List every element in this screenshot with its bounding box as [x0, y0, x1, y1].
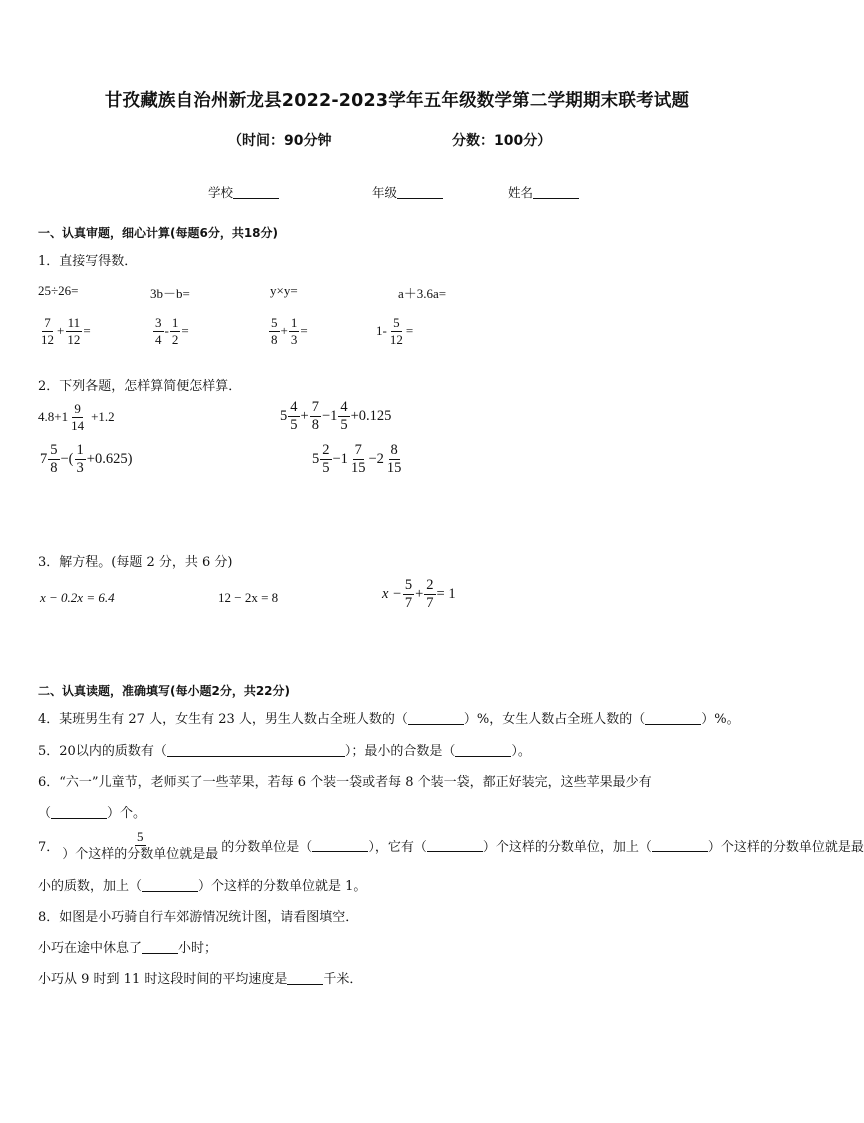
answer-blank[interactable]	[645, 712, 701, 725]
q3-eq-3: x − $\frac{5}{7}$ + $\frac{2}{7}$ = 1	[382, 577, 456, 612]
fraction: $\frac{5}{8}$	[50, 442, 58, 477]
answer-blank[interactable]	[287, 972, 323, 985]
section2-heading: 二、认真读题，准确填写(每小题2分，共22分)	[38, 684, 291, 698]
q2-label: 2．下列各题，怎样算简便怎样算．	[38, 379, 242, 394]
fraction: $\frac{5}{7}$	[404, 577, 413, 612]
answer-blank[interactable]	[408, 712, 464, 725]
school-field	[208, 183, 279, 201]
grade-label: 年级	[372, 185, 398, 200]
fraction: $\frac{7}{15}$	[350, 442, 366, 477]
q1-item-6: $\frac{3}{4}$ - $\frac{1}{2}$ =	[155, 315, 189, 347]
name-label: 姓名	[508, 185, 534, 200]
answer-blank[interactable]	[312, 839, 368, 852]
fraction: $\frac{7}{8}$	[311, 399, 319, 434]
fraction: $\frac{2}{7}$	[426, 577, 434, 612]
fraction: $\frac{1}{3}$	[76, 442, 84, 477]
grade-field	[372, 183, 443, 201]
q2-expr-4: 5 $\frac{2}{5}$ −1 $\frac{7}{15}$ −2 $\frac{8}{15}$	[312, 442, 402, 477]
answer-blank[interactable]	[427, 839, 483, 852]
grade-blank	[397, 186, 443, 199]
section1-heading: 一、认真审题，细心计算(每题6分，共18分)	[38, 226, 279, 240]
q2-expr-2: 5 $\frac{4}{5}$ + $\frac{7}{8}$ −1 $\frac{4}{5}$ +0.125	[280, 399, 392, 434]
q4-text: 4．某班男生有 27 人，女生有 23 人，男生人数占全班人数的（ ）%，女生人数占全班人数的（ ）%。	[38, 712, 740, 727]
fraction: $\frac{1}{2}$	[171, 315, 179, 347]
q2-expr-3: 7 $\frac{5}{8}$ −( $\frac{1}{3}$ +0.625)	[40, 442, 133, 477]
q8-line-2: 小巧从 9 时到 11 时这段时间的平均速度是 千米．	[38, 972, 363, 987]
q6-text-cont: （ ）个。	[38, 806, 147, 821]
q7-text-cont: 小的质数，加上（ ）个这样的分数单位就是 1。	[38, 879, 367, 894]
fraction: $\frac{4}{5}$	[290, 399, 298, 434]
q1-item-5: $\frac{7}{12}$ + $\frac{11}{12}$ =	[41, 315, 91, 347]
q1-item-1: 25÷26=	[38, 283, 79, 298]
q3-eq-2: 12 − 2x = 8	[218, 590, 279, 605]
fraction: $\frac{4}{5}$	[340, 399, 348, 434]
fraction: $\frac{3}{4}$	[155, 315, 162, 347]
q7-text: 7． $\frac{5}{\text{）个这样的分数单位就是最}}$ 的分数单位是（ ），它有（ ）个这样的分数单位，加上（ ）个这样的分数单位就是最	[38, 829, 864, 861]
q2-expr-1: 4.8+1 $\frac{9}{14}$ +1.2	[38, 401, 115, 433]
answer-blank[interactable]	[652, 839, 708, 852]
exam-title: 甘孜藏族自治州新龙县2022-2023学年五年级数学第二学期期末联考试题	[104, 91, 690, 111]
q8-line-1: 小巧在途中休息了 小时；	[38, 941, 218, 956]
fraction: $\frac{1}{3}$	[290, 315, 298, 347]
exam-score: 分数：100分）	[452, 133, 552, 149]
fraction: $\frac{9}{14}$	[71, 401, 85, 433]
answer-blank[interactable]	[142, 879, 198, 892]
school-blank	[233, 186, 279, 199]
q5-text: 5．20以内的质数有（ ）；最小的合数是（ ）。	[38, 744, 531, 759]
school-label: 学校	[208, 185, 234, 200]
fraction: $\frac{8}{15}$	[386, 442, 402, 477]
q1-item-7: $\frac{5}{8}$ + $\frac{1}{3}$ =	[271, 315, 308, 347]
answer-blank[interactable]	[142, 941, 178, 954]
name-blank	[533, 186, 579, 199]
name-field	[508, 183, 579, 201]
fraction: $\frac{11}{12}$	[67, 315, 81, 347]
exam-time: （时间：90分钟	[228, 133, 332, 149]
fraction: $\frac{5}{8}$	[271, 315, 278, 347]
q1-item-2: 3b－b=	[150, 286, 190, 301]
answer-blank[interactable]	[455, 744, 511, 757]
fraction: $\frac{2}{5}$	[322, 442, 330, 477]
answer-blank[interactable]	[51, 806, 107, 819]
q1-item-3: y×y=	[270, 283, 298, 298]
q1-item-8: 1- $\frac{5}{12}$ =	[376, 315, 414, 347]
q1-item-4: a＋3.6a=	[398, 286, 447, 301]
q3-eq-1: x − 0.2x = 6.4	[40, 590, 115, 605]
fraction: $\frac{5}{12}$	[389, 315, 403, 347]
fraction: $\frac{5}{\text{）个这样的分数单位就是最}}$	[62, 829, 219, 861]
fraction: $\frac{7}{12}$	[41, 315, 54, 347]
answer-blank[interactable]	[167, 744, 345, 757]
q8-label: 8．如图是小巧骑自行车郊游情况统计图，请看图填空．	[38, 910, 359, 925]
q1-label: 1．直接写得数．	[38, 254, 138, 269]
q3-label: 3．解方程。(每题 2 分，共 6 分)	[38, 555, 233, 570]
q6-text: 6．“六一”儿童节，老师买了一些苹果，若每 6 个装一袋或者每 8 个装一袋，都正好装完，这些苹果最少有	[38, 775, 652, 790]
